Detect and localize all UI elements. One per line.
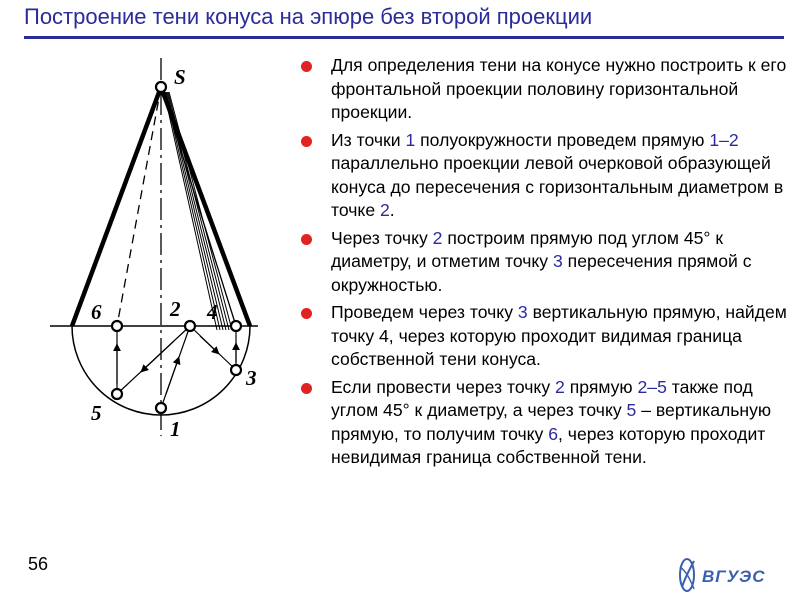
text-segment: построим прямую под углом 45° к диаметру, и отметим точку (331, 227, 724, 271)
highlighted-reference: 1 (405, 129, 416, 150)
label-2: 2 (170, 297, 181, 321)
explanation-text (300, 54, 795, 474)
logo-emblem-icon (680, 559, 694, 591)
label-3: 3 (246, 366, 257, 390)
text-segment: Из точки (331, 129, 406, 150)
text-segment: прямую (564, 376, 638, 397)
highlighted-reference: 6 (548, 423, 559, 444)
bullet-dot (301, 383, 312, 394)
bullet-text (331, 377, 771, 468)
label-5: 5 (91, 401, 102, 425)
title-underline (24, 36, 784, 39)
arrow-2-5 (141, 341, 174, 372)
point-4 (231, 321, 241, 331)
arrow-1-2 (166, 357, 179, 394)
label-4: 4 (207, 300, 218, 324)
cone-right-generatrix (161, 87, 250, 326)
bullet-text (331, 55, 786, 122)
text-segment: пересечения прямой с окружностью. (331, 251, 752, 295)
bullet-dot (301, 136, 312, 147)
point-s (156, 82, 166, 92)
page-title: Построение тени конуса на эпюре без второй проекции (24, 4, 593, 29)
point-2 (185, 321, 195, 331)
bullet-dot (301, 308, 312, 319)
text-segment: Для определения тени на конусе нужно построить к его фронтальной проекции половину горизонтальной проекции. (331, 55, 787, 122)
bullet-item (300, 129, 795, 223)
bullet-item (300, 301, 795, 372)
bullet-dot (301, 234, 312, 245)
cone-left-generatrix (72, 87, 161, 326)
logo-text: ВГУЭС (702, 567, 766, 586)
highlighted-reference: 2 (380, 200, 390, 220)
point-1 (156, 403, 166, 413)
bullet-text (331, 130, 783, 221)
highlighted-reference: 1–2 (709, 129, 739, 150)
label-6: 6 (91, 300, 102, 324)
text-segment: полуокружности проведем прямую (415, 129, 710, 150)
page-number: 56 (28, 554, 49, 574)
highlighted-reference: 5 (626, 400, 637, 420)
bullet-item (300, 376, 795, 470)
text-segment: Через точку (331, 227, 433, 248)
label-1: 1 (170, 417, 181, 441)
invisible-shadow-boundary (117, 87, 161, 326)
text-segment: параллельно проекции левой очерковой образующей конуса до пересечения с горизонтальным диаметром в точке (331, 153, 784, 220)
point-5 (112, 389, 122, 399)
bullet-item (300, 54, 795, 125)
label-s: S (174, 65, 186, 89)
highlighted-reference: 3 (552, 251, 563, 271)
arrow-2-3 (200, 336, 219, 354)
text-segment: Если провести через точку (331, 376, 556, 397)
bullet-item (300, 227, 795, 298)
text-segment: вертикальную прямую, найдем точку 4, через которую проходит видимая граница собственной тени конуса. (331, 302, 787, 369)
highlighted-reference: 3 (517, 302, 528, 322)
bullet-text (331, 228, 752, 295)
bullet-text (331, 302, 787, 369)
text-segment: , через которую проходит невидимая граница собственной тени. (331, 423, 766, 467)
point-6 (112, 321, 122, 331)
highlighted-reference: 2 (555, 376, 565, 397)
bullet-dot (301, 61, 312, 72)
visible-shadow-boundary (161, 87, 236, 326)
text-segment: . (389, 200, 395, 220)
highlighted-reference: 2 (432, 227, 443, 248)
text-segment: Проведем через точку (331, 302, 518, 322)
point-3 (231, 365, 241, 375)
cone-shadow-diagram (0, 48, 290, 448)
text-segment: – вертикальную прямую, то получим точку (331, 400, 772, 444)
highlighted-reference: 2–5 (637, 376, 667, 397)
text-segment: также под углом 45° к диаметру, а через точку (331, 376, 753, 420)
university-logo (672, 553, 777, 595)
